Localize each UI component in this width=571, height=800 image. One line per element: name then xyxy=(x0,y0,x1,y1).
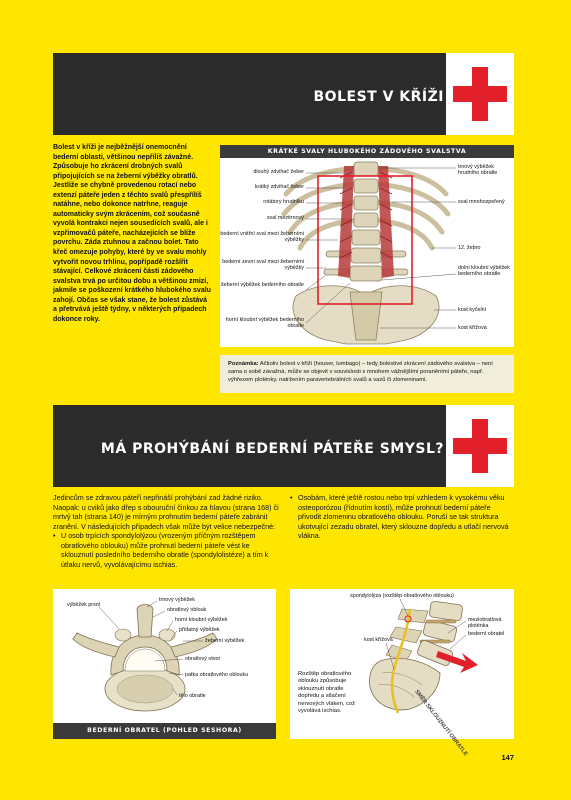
label-dolni-kloubni: dolní kloubní výběžek bederního obratle xyxy=(458,265,510,278)
label-patka-oblouku: patka obratlového oblouku xyxy=(185,672,249,678)
lordosis-left-column xyxy=(53,493,279,569)
label-bederni-obratel: bederní obratel xyxy=(468,631,505,637)
label-obratlovy-oblouk: obratlový oblouk xyxy=(167,607,207,613)
lumbar-vertebra-figure xyxy=(53,589,276,739)
label-kost-kycelni: kost kyčelní xyxy=(458,307,487,313)
label-meziobratlova-plotenka: meziobratlová ploténka xyxy=(468,617,502,630)
label-sval-mezitrnovy: sval mezitrnový xyxy=(266,215,304,221)
label-telo-obratle: tělo obratle xyxy=(179,693,206,699)
note-text: Ačkoliv bolest v kříži (houser, lumbago) – tedy bolestivé zkrácení zádového svalstva – není sama o sobě závažná, může se objevit v souvislosti s mnohem vážnějšími poraněními páteře, např. výhřezem ploténky, natržením paravertebrálních svalů a vazů či zlomeninami. xyxy=(228,361,493,383)
label-kost-krizova-s: kost křížová xyxy=(364,637,393,643)
label-trnovy-vybezek-v: trnový výběžek xyxy=(159,597,195,603)
label-rotatory: rotátory hrudníku xyxy=(263,199,304,205)
label-horni-kloubni-v: horní kloubní výběžek xyxy=(175,617,228,623)
bullet-spondylolysis: • U osob trpících spondylolýzou (vrozeným příčným rozštěpem obratlového oblouku) může prohnutí bederní páteře vést ke sklouznutí posledního bederního obratle (spondylolistéze) a tím k útlaku nervů, vyvolávajícímu ischias. xyxy=(53,531,279,569)
label-vnitrni-sval: bederní vnitřní sval mezi žeberními výběžky xyxy=(220,231,304,244)
label-12-zebro: 12. žebro xyxy=(458,245,481,251)
label-dlouhy-zdvihac: dlouhý zdvihač žeber xyxy=(253,169,304,175)
note-box xyxy=(220,355,514,393)
label-spondylolyza: spondylolýza (rozštěp obratlového oblouku) xyxy=(350,593,454,599)
label-pridatny-vybezek: přídatný výběžek xyxy=(179,627,220,633)
label-horni-kloubni: horní kloubní výběžek bederního obratle xyxy=(225,317,304,330)
vertebra-caption: BEDERNÍ OBRATEL (POHLED SESHORA) xyxy=(53,723,276,739)
label-obratlovy-otvor: obratlový otvor xyxy=(185,656,221,662)
label-sval-mnohozpereny: sval mnohozpeřený xyxy=(458,199,505,205)
label-zevni-sval: bederní zevní sval mezi žeberními výběžky xyxy=(222,259,304,272)
label-kost-krizova: kost křížová xyxy=(458,325,487,331)
label-trnovy-vybezek: trnový výběžek hrudního obratle xyxy=(458,164,498,177)
deep-back-muscles-figure xyxy=(220,145,514,347)
label-vybezek-prsni: výběžek prsní xyxy=(67,602,101,608)
lordosis-intro: Jedincům se zdravou páteří nepřináší prohýbání zad žádné riziko. Naopak: u cviků jako dřep s obouruční činkou za hlavou (strana 168) či mrtvý tah (strana 140) je mírným prohnutím bederní páteře zabránit zranění. V následujících případech však může být velice nebezpečné: xyxy=(53,493,279,531)
lordosis-right-column xyxy=(290,493,514,541)
section-banner-lumbago xyxy=(53,53,514,135)
arrow-text: SMĚR SKLOUZNUTÍ OBRATLE xyxy=(413,689,469,758)
bullet-osteoporosis: • Osobám, které ještě rostou nebo trpí vzhledem k vysokému věku osteoporózou (řídnutím kostí), může prohnutí bederní páteře přivodit zlomeninu obratlového oblouku. Poruší se tak struktura ukotvující zezadu obratel, který sklouzne dopředu a utlačí nervová vlákna. xyxy=(290,493,514,541)
red-cross-icon xyxy=(446,53,514,135)
page-number: 147 xyxy=(501,753,514,762)
label-kratky-zdvihac: krátký zdvihač žeber xyxy=(254,184,304,190)
section-title: MÁ PROHÝBÁNÍ BEDERNÍ PÁTEŘE SMYSL? xyxy=(100,441,444,457)
note-label: Poznámka: xyxy=(228,361,259,367)
spondylo-caption: Rozštěp obratlového oblouku způsobuje sklouznutí obratle dopředu a stlačení nervových vláken, což vyvolává ischias. xyxy=(298,671,356,715)
section-title: BOLEST V KŘÍŽI xyxy=(313,89,444,105)
red-cross-icon xyxy=(446,405,514,487)
label-zeberni-vybezek: žeberní výběžek bederního obratle xyxy=(220,282,304,288)
spondylolisthesis-illustration xyxy=(290,589,514,739)
figure-title: KRÁTKÉ SVALY HLUBOKÉHO ZÁDOVÉHO SVALSTVA xyxy=(220,145,514,158)
lumbago-paragraph: Bolest v kříži je nejběžnější onemocnění bederní oblasti, většinou nepříliš závažné. Způsobuje ho zkrácení drobných svalů připojujících se na žeberní výběžky obratlů. Jestliže se chybně provedenou rotací nebo extenzí páteře jeden z těchto svalů přespřílíš natáhne, nebo dokonce natrhne, reaguje automaticky svým zkrácením, což současně vyvolá kontrakci nejen sousedících svalů, ale i vzpřimovačů páteře, nacházejících se blíže povrchu. Záda ztuhnou a začnou bolet. Tato křeč omezuje pohyby, které by ve svalu mohly vytvořit novou trhlinu, popřípadě rozšířit stávající. Celkové zkrácení části zádového svalstva trvá po určitou dobu a většinou zmizí, jakmile se poškození krátkého hlubokého svalu zahojí. Občas se však stane, že bolest zůstává a přetrvává ještě týdny, v některých případech dokonce roky. xyxy=(53,144,211,323)
section-banner-lordosis xyxy=(53,405,514,487)
label-zeberni-vybezek-v: žeberní výběžek xyxy=(205,638,245,644)
